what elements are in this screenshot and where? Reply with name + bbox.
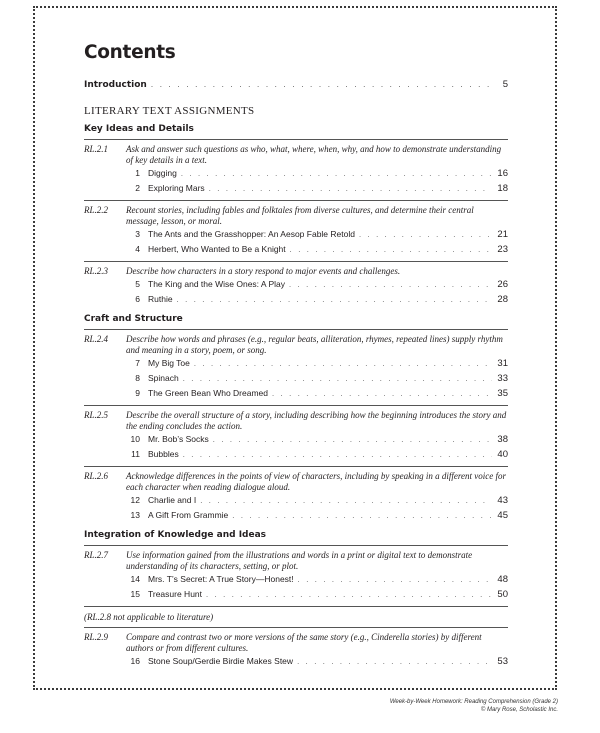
dot-leader (181, 169, 493, 178)
entry-page: 23 (497, 244, 508, 255)
standard-code: RL.2.9 (84, 632, 109, 642)
entry-number: 10 (130, 434, 140, 444)
toc-entry[interactable] (126, 510, 508, 523)
toc-entry[interactable] (126, 358, 508, 371)
footer-book-title: Week-by-Week Homework: Reading Comprehension (Grade 2) (389, 699, 558, 705)
entry-number: 14 (130, 574, 140, 584)
standard-description: Ask and answer such questions as who, what, where, when, why, and how to demonstrate understanding of key details in a text. (126, 144, 502, 165)
standard-code: RL.2.5 (84, 410, 109, 420)
toc-entry[interactable] (126, 279, 508, 292)
toc-entry[interactable] (126, 434, 508, 447)
entry-number: 9 (135, 388, 140, 398)
dot-leader (194, 359, 493, 368)
toc-group (84, 314, 508, 527)
dot-leader (297, 657, 492, 666)
contents-page (84, 42, 508, 673)
standard-row (84, 205, 508, 227)
entry-page: 21 (497, 229, 508, 240)
dot-leader (183, 450, 493, 459)
standard-description: Use information gained from the illustrations and words in a print or digital text to demonstrate understanding of its characters, setting, or plot. (126, 550, 473, 571)
entry-page: 26 (497, 279, 508, 290)
introduction-page: 5 (502, 79, 508, 90)
entry-title: Ruthie (148, 294, 173, 304)
dot-leader (177, 295, 493, 304)
toc-entry[interactable] (126, 656, 508, 669)
standard-block (84, 140, 508, 200)
toc-entry[interactable] (126, 388, 508, 401)
entry-page: 40 (497, 449, 508, 460)
dot-leader (200, 496, 492, 505)
standard-block (84, 628, 508, 673)
entry-page: 28 (497, 294, 508, 305)
footer-copyright: © Mary Rose, Scholastic Inc. (480, 707, 558, 713)
entry-page: 31 (497, 358, 508, 369)
standard-block (84, 546, 508, 606)
standard-row (84, 334, 508, 356)
page-title: Contents (84, 42, 176, 63)
page-footer (390, 698, 558, 714)
standard-description: Describe how characters in a story respond to major events and challenges. (126, 266, 401, 276)
entry-page: 35 (497, 388, 508, 399)
entry-page: 16 (497, 168, 508, 179)
entry-title: Mrs. T’s Secret: A True Story—Honest! (148, 574, 294, 584)
standard-block (84, 262, 508, 311)
entry-page: 50 (497, 589, 508, 600)
entry-title: Spinach (148, 373, 179, 383)
group-heading: Integration of Knowledge and Ideas (84, 530, 267, 540)
standard-block (84, 467, 508, 527)
standard-row (84, 632, 508, 654)
dot-leader (298, 575, 493, 584)
entry-page: 18 (497, 183, 508, 194)
entry-title: Exploring Mars (148, 183, 205, 193)
toc-entry-introduction[interactable] (84, 79, 508, 93)
entry-number: 1 (135, 168, 140, 178)
entry-title: My Big Toe (148, 358, 190, 368)
standard-code: RL.2.7 (84, 550, 109, 560)
entry-number: 16 (130, 656, 140, 666)
dot-leader (289, 280, 492, 289)
entry-page: 48 (497, 574, 508, 585)
standard-row (84, 410, 508, 432)
entry-title: Herbert, Who Wanted to Be a Knight (148, 244, 286, 254)
group-heading: Key Ideas and Details (84, 124, 194, 134)
entry-page: 38 (497, 434, 508, 445)
section-heading: LITERARY TEXT ASSIGNMENTS (84, 105, 255, 117)
standard-description: Compare and contrast two or more versions of the same story (e.g., Cinderella stories) by different authors or from different cultures. (126, 632, 482, 653)
entry-title: Mr. Bob’s Socks (148, 434, 209, 444)
dot-leader (232, 511, 492, 520)
standard-code: RL.2.3 (84, 266, 109, 276)
entry-number: 6 (135, 294, 140, 304)
toc-entry[interactable] (126, 294, 508, 307)
toc-entry[interactable] (126, 449, 508, 462)
entry-page: 43 (497, 495, 508, 506)
entry-title: The King and the Wise Ones: A Play (148, 279, 286, 289)
standard-row (84, 144, 508, 166)
entry-title: The Green Bean Who Dreamed (148, 388, 269, 398)
standard-block (84, 406, 508, 466)
dot-leader (209, 184, 493, 193)
entry-number: 4 (135, 244, 140, 254)
standard-description: Recount stories, including fables and folktales from diverse cultures, and determine their central message, lesson, or moral. (126, 205, 474, 226)
standard-note: (RL.2.8 not applicable to literature) (84, 612, 214, 622)
toc-entry[interactable] (126, 495, 508, 508)
group-heading: Craft and Structure (84, 314, 183, 324)
entry-title: Treasure Hunt (148, 589, 203, 599)
standard-code: RL.2.4 (84, 334, 109, 344)
toc-group (84, 530, 508, 673)
standard-code: RL.2.2 (84, 205, 109, 215)
standard-description: Describe how words and phrases (e.g., regular beats, alliteration, rhymes, repeated lines) supply rhythm and meaning in a story, poem, or song. (126, 334, 503, 355)
toc-entry[interactable] (126, 229, 508, 242)
dot-leader (213, 435, 493, 444)
entry-number: 8 (135, 373, 140, 383)
entry-page: 53 (497, 656, 508, 667)
entry-number: 11 (131, 449, 140, 459)
entry-number: 15 (130, 589, 140, 599)
standard-description: Describe the overall structure of a story, including describing how the beginning introduces the story and the ending concludes the action. (126, 410, 507, 431)
toc-entry[interactable] (126, 574, 508, 587)
introduction-label: Introduction (84, 80, 147, 90)
dot-leader (183, 374, 493, 383)
dot-leader (151, 80, 495, 89)
entry-title: A Gift From Grammie (148, 510, 229, 520)
entry-title: Charlie and I (148, 495, 197, 505)
entry-number: 12 (130, 495, 140, 505)
toc-entry[interactable] (126, 373, 508, 386)
dot-leader (272, 389, 492, 398)
entry-number: 5 (135, 279, 140, 289)
standard-row (84, 471, 508, 493)
entry-title: The Ants and the Grasshopper: An Aesop Fable Retold (148, 229, 355, 239)
standard-code: RL.2.6 (84, 471, 109, 481)
standard-block (84, 330, 508, 405)
toc-entry[interactable] (126, 244, 508, 257)
standard-row (84, 266, 508, 277)
standard-code: RL.2.1 (84, 144, 109, 154)
dot-leader (359, 230, 492, 239)
standard-block (84, 201, 508, 261)
entry-number: 13 (130, 510, 140, 520)
entry-number: 2 (135, 183, 140, 193)
toc-entry[interactable] (126, 183, 508, 196)
standard-row (84, 550, 508, 572)
entry-number: 3 (135, 229, 140, 239)
entry-page: 33 (497, 373, 508, 384)
toc-groups (84, 124, 508, 673)
toc-entry[interactable] (126, 589, 508, 602)
entry-title: Bubbles (148, 449, 179, 459)
toc-group (84, 124, 508, 311)
entry-title: Digging (148, 168, 177, 178)
entry-number: 7 (135, 358, 140, 368)
entry-title: Stone Soup/Gerdie Birdie Makes Stew (148, 656, 294, 666)
toc-entry[interactable] (126, 168, 508, 181)
dot-leader (290, 245, 493, 254)
standard-description: Acknowledge differences in the points of view of characters, including by speaking in a different voice for each character when reading dialogue aloud. (126, 471, 506, 492)
entry-page: 45 (497, 510, 508, 521)
dot-leader (206, 590, 492, 599)
